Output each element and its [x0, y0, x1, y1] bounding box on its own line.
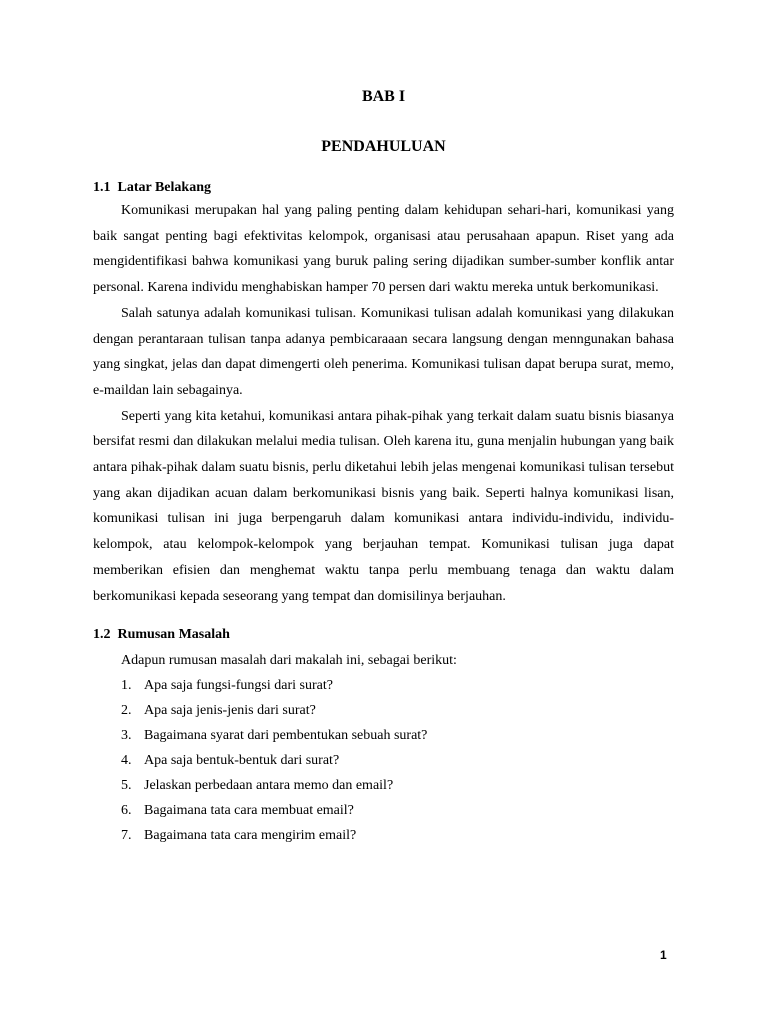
list-intro: Adapun rumusan masalah dari makalah ini, sebagai berikut: — [121, 653, 457, 669]
list-text: Apa saja jenis-jenis dari surat? — [144, 703, 316, 719]
list-item — [121, 798, 674, 823]
body-paragraph: Salah satunya adalah komunikasi tulisan. Komunikasi tulisan adalah komunikasi yang dilakukan dengan perantaraan tulisan tanpa adanya pembicaraaan secara langsung dengan menngunakan bahasa yang singkat, jelas dan dapat dimengerti oleh penerima. Komunikasi tulisan dapat berupa surat, memo, e-maildan lain sebagainya. — [93, 305, 674, 398]
list-text: Apa saja bentuk-bentuk dari surat? — [144, 753, 340, 769]
list-text: Bagaimana tata cara membuat email? — [144, 803, 354, 819]
page-number: 1 — [660, 948, 667, 962]
list-number: 6. — [121, 803, 132, 819]
list-item — [121, 823, 674, 848]
section-heading-rumusan-masalah: 1.2 Rumusan Masalah — [93, 627, 230, 643]
body-paragraph: Komunikasi merupakan hal yang paling penting dalam kehidupan sehari-hari, komunikasi yang baik sangat penting bagi efektivitas kelompok, organisasi atau perusahaan apapun. Riset yang ada mengidentifikasi bahwa komunikasi yang buruk paling sering dijadikan sumber-sumber konflik antar personal. Karena individu menghabiskan hamper 70 persen dari waktu mereka untuk berkomunikasi. — [93, 203, 674, 296]
list-number: 2. — [121, 703, 132, 719]
list-text: Apa saja fungsi-fungsi dari surat? — [144, 678, 333, 694]
document-page — [93, 86, 674, 848]
section-heading-latar-belakang: 1.1 Latar Belakang — [93, 180, 211, 195]
list-text: Bagaimana syarat dari pembentukan sebuah surat? — [144, 728, 428, 744]
list-number: 1. — [121, 678, 132, 694]
list-number: 4. — [121, 753, 132, 769]
list-text: Bagaimana tata cara mengirim email? — [144, 828, 357, 844]
list-number: 3. — [121, 728, 132, 744]
body-paragraph: Seperti yang kita ketahui, komunikasi antara pihak-pihak yang terkait dalam suatu bisnis biasanya bersifat resmi dan dilakukan melalui media tulisan. Oleh karena itu, guna menjalin hubungan yang baik antara pihak-pihak dalam suatu bisnis, perlu diketahui lebih jelas mengenai komunikasi tulisan tersebut yang akan dijadikan acuan dalam berkomunikasi bisnis yang baik. Seperti halnya komunikasi lisan, komunikasi tulisan ini juga berpengaruh dalam komunikasi antara individu-individu, individu-kelompok, atau kelompok-kelompok yang berjauhan tempat. Komunikasi tulisan juga dapat memberikan efisien dan menghemat waktu tanpa perlu membuang tenaga dan waktu dalam berkomunikasi kepada seseorang yang tempat dan domisilinya berjauhan. — [93, 408, 674, 604]
list-item — [121, 723, 674, 748]
list-number: 7. — [121, 828, 132, 844]
list-text: Jelaskan perbedaan antara memo dan email? — [144, 778, 394, 794]
list-number: 5. — [121, 778, 132, 794]
chapter-label: BAB I — [361, 88, 406, 105]
list-item — [121, 748, 674, 773]
list-item — [121, 773, 674, 798]
question-list — [93, 673, 674, 848]
list-item — [121, 698, 674, 723]
chapter-title: PENDAHULUAN — [321, 138, 446, 155]
list-item — [121, 673, 674, 698]
